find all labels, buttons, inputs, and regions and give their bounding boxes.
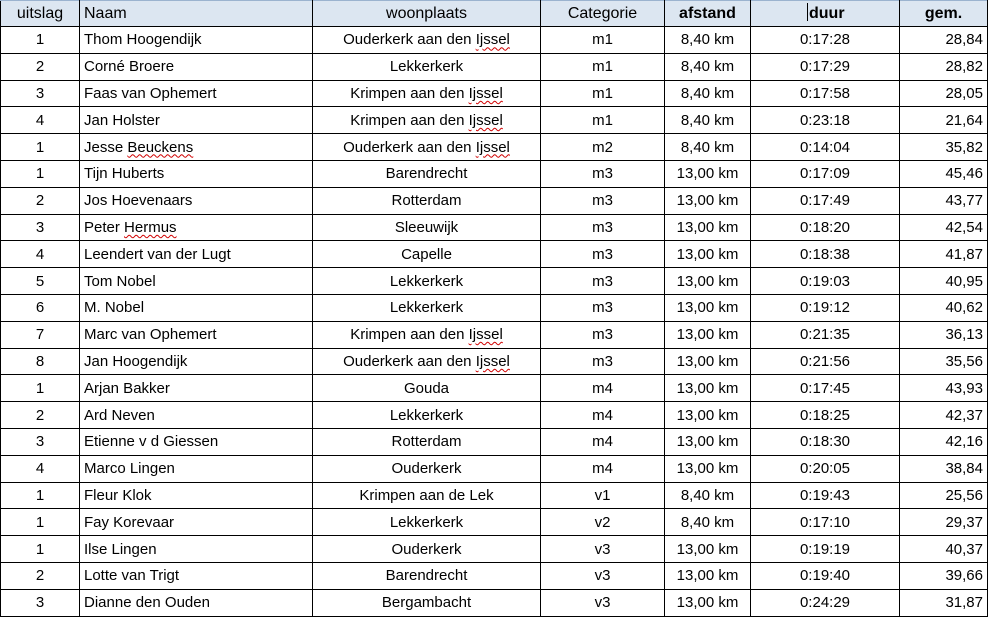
cell-duur[interactable]: 0:17:28 bbox=[751, 27, 900, 54]
table-row bbox=[1, 321, 988, 348]
cell-categorie[interactable]: m4 bbox=[541, 375, 665, 402]
cell-categorie[interactable]: m1 bbox=[541, 53, 665, 80]
cell-naam[interactable] bbox=[80, 80, 313, 107]
table-row bbox=[1, 27, 988, 54]
cell-woonplaats[interactable] bbox=[313, 80, 541, 107]
cell-gem[interactable]: 21,64 bbox=[900, 107, 988, 134]
table-row bbox=[1, 80, 988, 107]
cell-afstand[interactable]: 8,40 km bbox=[665, 27, 751, 54]
cell-uitslag[interactable]: 2 bbox=[1, 53, 80, 80]
naam-text: Dianne den Ouden bbox=[84, 594, 210, 612]
cell-woonplaats[interactable] bbox=[313, 268, 541, 295]
cell-afstand[interactable]: 13,00 km bbox=[665, 536, 751, 563]
woonplaats-text: Ouderkerk bbox=[391, 460, 462, 478]
cell-gem[interactable]: 42,54 bbox=[900, 214, 988, 241]
cell-afstand[interactable]: 13,00 km bbox=[665, 402, 751, 429]
header-woonplaats[interactable]: woonplaats bbox=[313, 1, 541, 27]
cell-categorie[interactable]: m4 bbox=[541, 428, 665, 455]
cell-categorie[interactable]: m4 bbox=[541, 402, 665, 429]
cell-uitslag[interactable]: 1 bbox=[1, 375, 80, 402]
woonplaats-text: Lekkerkerk bbox=[389, 406, 464, 424]
cell-afstand[interactable]: 13,00 km bbox=[665, 160, 751, 187]
table-row bbox=[1, 241, 988, 268]
cell-uitslag[interactable]: 1 bbox=[1, 134, 80, 161]
cell-naam[interactable] bbox=[80, 294, 313, 321]
cell-uitslag[interactable]: 2 bbox=[1, 562, 80, 589]
cell-afstand[interactable]: 8,40 km bbox=[665, 134, 751, 161]
header-gem[interactable]: gem. bbox=[900, 1, 988, 27]
cell-gem[interactable]: 35,82 bbox=[900, 134, 988, 161]
cell-uitslag[interactable]: 2 bbox=[1, 402, 80, 429]
cell-duur[interactable]: 0:21:35 bbox=[751, 321, 900, 348]
woonplaats-flagged-word: Ijssel bbox=[475, 352, 510, 370]
cell-duur[interactable]: 0:17:09 bbox=[751, 160, 900, 187]
woonplaats-text: Lekkerkerk bbox=[389, 299, 464, 317]
woonplaats-text: Krimpen aan den bbox=[350, 326, 469, 344]
cell-afstand[interactable]: 13,00 km bbox=[665, 214, 751, 241]
header-afstand[interactable]: afstand bbox=[665, 1, 751, 27]
cell-categorie[interactable]: m3 bbox=[541, 294, 665, 321]
woonplaats-text: Capelle bbox=[401, 245, 452, 263]
cell-naam[interactable] bbox=[80, 455, 313, 482]
naam-text: Fleur Klok bbox=[84, 486, 152, 504]
cell-naam[interactable] bbox=[80, 160, 313, 187]
cell-uitslag[interactable]: 1 bbox=[1, 482, 80, 509]
cell-woonplaats[interactable] bbox=[313, 536, 541, 563]
table-row bbox=[1, 53, 988, 80]
cell-woonplaats[interactable] bbox=[313, 294, 541, 321]
naam-text: Marc van Ophemert bbox=[84, 326, 217, 344]
cell-woonplaats[interactable] bbox=[313, 482, 541, 509]
cell-gem[interactable]: 40,62 bbox=[900, 294, 988, 321]
naam-text: Tijn Huberts bbox=[84, 165, 165, 183]
woonplaats-text: Rotterdam bbox=[391, 433, 462, 451]
cell-naam[interactable] bbox=[80, 214, 313, 241]
cell-gem[interactable]: 42,37 bbox=[900, 402, 988, 429]
woonplaats-text: Barendrecht bbox=[385, 165, 468, 183]
cell-gem[interactable]: 39,66 bbox=[900, 562, 988, 589]
cell-woonplaats[interactable] bbox=[313, 428, 541, 455]
spellcheck-flagged-word: Hermus bbox=[124, 218, 177, 236]
cell-gem[interactable]: 43,93 bbox=[900, 375, 988, 402]
cell-woonplaats[interactable] bbox=[313, 402, 541, 429]
cell-categorie[interactable]: v3 bbox=[541, 562, 665, 589]
cell-uitslag[interactable]: 7 bbox=[1, 321, 80, 348]
naam-text: Arjan Bakker bbox=[84, 379, 170, 397]
cell-naam[interactable] bbox=[80, 27, 313, 54]
table-row bbox=[1, 589, 988, 616]
woonplaats-text: Barendrecht bbox=[385, 567, 468, 585]
cell-categorie[interactable]: m2 bbox=[541, 134, 665, 161]
cell-categorie[interactable]: m1 bbox=[541, 107, 665, 134]
cell-naam[interactable] bbox=[80, 187, 313, 214]
table-row bbox=[1, 187, 988, 214]
cell-categorie[interactable]: m1 bbox=[541, 27, 665, 54]
cell-afstand[interactable]: 13,00 km bbox=[665, 187, 751, 214]
table-row bbox=[1, 455, 988, 482]
cell-uitslag[interactable]: 5 bbox=[1, 268, 80, 295]
cell-gem[interactable]: 35,56 bbox=[900, 348, 988, 375]
cell-uitslag[interactable]: 3 bbox=[1, 428, 80, 455]
naam-text: M. Nobel bbox=[84, 299, 145, 317]
woonplaats-text: Ouderkerk aan den bbox=[343, 352, 476, 370]
cell-woonplaats[interactable] bbox=[313, 134, 541, 161]
cell-naam[interactable] bbox=[80, 562, 313, 589]
cell-naam[interactable] bbox=[80, 321, 313, 348]
naam-text: Faas van Ophemert bbox=[84, 84, 217, 102]
cell-uitslag[interactable]: 1 bbox=[1, 509, 80, 536]
cell-categorie[interactable]: v3 bbox=[541, 589, 665, 616]
table-row bbox=[1, 268, 988, 295]
cell-afstand[interactable]: 13,00 km bbox=[665, 268, 751, 295]
cell-uitslag[interactable]: 1 bbox=[1, 160, 80, 187]
cell-woonplaats[interactable] bbox=[313, 27, 541, 54]
cell-gem[interactable]: 40,37 bbox=[900, 536, 988, 563]
cell-naam[interactable] bbox=[80, 428, 313, 455]
cell-naam[interactable] bbox=[80, 134, 313, 161]
woonplaats-flagged-word: Ijssel bbox=[475, 138, 510, 156]
cell-uitslag[interactable]: 3 bbox=[1, 214, 80, 241]
cell-categorie[interactable]: v2 bbox=[541, 509, 665, 536]
cell-duur[interactable]: 0:18:38 bbox=[751, 241, 900, 268]
cell-woonplaats[interactable] bbox=[313, 321, 541, 348]
cell-afstand[interactable]: 13,00 km bbox=[665, 321, 751, 348]
cell-woonplaats[interactable] bbox=[313, 53, 541, 80]
cell-afstand[interactable]: 13,00 km bbox=[665, 241, 751, 268]
cell-uitslag[interactable]: 3 bbox=[1, 589, 80, 616]
cell-uitslag[interactable]: 4 bbox=[1, 241, 80, 268]
cell-naam[interactable] bbox=[80, 509, 313, 536]
table-row bbox=[1, 134, 988, 161]
cell-gem[interactable]: 31,87 bbox=[900, 589, 988, 616]
cell-categorie[interactable]: v1 bbox=[541, 482, 665, 509]
naam-text: Ard Neven bbox=[84, 406, 155, 424]
cell-duur[interactable]: 0:18:25 bbox=[751, 402, 900, 429]
cell-afstand[interactable]: 8,40 km bbox=[665, 53, 751, 80]
table-row bbox=[1, 160, 988, 187]
woonplaats-flagged-word: Ijssel bbox=[475, 31, 510, 49]
woonplaats-text: Lekkerkerk bbox=[389, 513, 464, 531]
cell-duur[interactable]: 0:20:05 bbox=[751, 455, 900, 482]
woonplaats-text: Ouderkerk aan den bbox=[343, 138, 476, 156]
cell-categorie[interactable]: m3 bbox=[541, 241, 665, 268]
naam-text: Corné Broere bbox=[84, 58, 175, 76]
cell-uitslag[interactable]: 3 bbox=[1, 80, 80, 107]
cell-afstand[interactable]: 13,00 km bbox=[665, 348, 751, 375]
cell-uitslag[interactable]: 1 bbox=[1, 536, 80, 563]
naam-text: Peter Hermus bbox=[84, 218, 177, 236]
woonplaats-flagged-word: Ijssel bbox=[468, 111, 503, 129]
cell-categorie[interactable]: m3 bbox=[541, 268, 665, 295]
cell-afstand[interactable]: 8,40 km bbox=[665, 482, 751, 509]
table-row bbox=[1, 214, 988, 241]
cell-woonplaats[interactable] bbox=[313, 455, 541, 482]
cell-uitslag[interactable]: 4 bbox=[1, 455, 80, 482]
woonplaats-text: Ouderkerk aan den bbox=[343, 31, 476, 49]
cell-categorie[interactable]: v3 bbox=[541, 536, 665, 563]
cell-categorie[interactable]: m3 bbox=[541, 321, 665, 348]
header-row bbox=[1, 1, 988, 27]
naam-text: Jan Hoogendijk bbox=[84, 352, 188, 370]
table-row bbox=[1, 536, 988, 563]
cell-gem[interactable]: 43,77 bbox=[900, 187, 988, 214]
woonplaats-flagged-word: Ijssel bbox=[468, 326, 503, 344]
cell-woonplaats[interactable] bbox=[313, 214, 541, 241]
cell-uitslag[interactable]: 8 bbox=[1, 348, 80, 375]
header-duur-label: duur bbox=[809, 5, 845, 22]
table-row bbox=[1, 348, 988, 375]
naam-text: Thom Hoogendijk bbox=[84, 31, 202, 49]
cell-naam[interactable] bbox=[80, 402, 313, 429]
cell-afstand[interactable]: 8,40 km bbox=[665, 509, 751, 536]
cell-naam[interactable] bbox=[80, 348, 313, 375]
cell-categorie[interactable]: m3 bbox=[541, 160, 665, 187]
naam-text: Jesse Beuckens bbox=[84, 138, 194, 156]
naam-text: Marco Lingen bbox=[84, 460, 175, 478]
cell-duur[interactable]: 0:17:58 bbox=[751, 80, 900, 107]
cell-duur[interactable]: 0:17:29 bbox=[751, 53, 900, 80]
text-cursor bbox=[807, 3, 808, 21]
cell-gem[interactable]: 45,46 bbox=[900, 160, 988, 187]
cell-naam[interactable] bbox=[80, 107, 313, 134]
cell-naam[interactable] bbox=[80, 482, 313, 509]
naam-text: Jos Hoevenaars bbox=[84, 192, 193, 210]
naam-text: Leendert van der Lugt bbox=[84, 245, 231, 263]
cell-gem[interactable]: 29,37 bbox=[900, 509, 988, 536]
naam-text: Lotte van Trigt bbox=[84, 567, 180, 585]
cell-woonplaats[interactable] bbox=[313, 589, 541, 616]
cell-naam[interactable] bbox=[80, 53, 313, 80]
cell-duur[interactable]: 0:21:56 bbox=[751, 348, 900, 375]
cell-afstand[interactable]: 13,00 km bbox=[665, 294, 751, 321]
table-row bbox=[1, 402, 988, 429]
cell-duur[interactable]: 0:19:43 bbox=[751, 482, 900, 509]
woonplaats-text: Lekkerkerk bbox=[389, 272, 464, 290]
cell-naam[interactable] bbox=[80, 241, 313, 268]
cell-woonplaats[interactable] bbox=[313, 509, 541, 536]
cell-duur[interactable]: 0:19:40 bbox=[751, 562, 900, 589]
cell-afstand[interactable]: 13,00 km bbox=[665, 562, 751, 589]
cell-duur[interactable]: 0:19:03 bbox=[751, 268, 900, 295]
cell-afstand[interactable]: 8,40 km bbox=[665, 107, 751, 134]
cell-gem[interactable]: 38,84 bbox=[900, 455, 988, 482]
header-categorie[interactable]: Categorie bbox=[541, 1, 665, 27]
cell-uitslag[interactable]: 4 bbox=[1, 107, 80, 134]
cell-afstand[interactable]: 13,00 km bbox=[665, 589, 751, 616]
header-uitslag[interactable]: uitslag bbox=[1, 1, 80, 27]
woonplaats-text: Sleeuwijk bbox=[394, 218, 459, 236]
cell-naam[interactable] bbox=[80, 268, 313, 295]
cell-woonplaats[interactable] bbox=[313, 562, 541, 589]
woonplaats-text: Krimpen aan de Lek bbox=[359, 486, 494, 504]
header-naam[interactable]: Naam bbox=[80, 1, 313, 27]
woonplaats-text: Krimpen aan den bbox=[350, 84, 469, 102]
woonplaats-text: Rotterdam bbox=[391, 192, 462, 210]
cell-duur[interactable]: 0:18:30 bbox=[751, 428, 900, 455]
cell-categorie[interactable]: m1 bbox=[541, 80, 665, 107]
cell-woonplaats[interactable] bbox=[313, 187, 541, 214]
cell-gem[interactable]: 28,82 bbox=[900, 53, 988, 80]
cell-gem[interactable]: 42,16 bbox=[900, 428, 988, 455]
cell-duur[interactable]: 0:18:20 bbox=[751, 214, 900, 241]
naam-text: Tom Nobel bbox=[84, 272, 156, 290]
cell-naam[interactable] bbox=[80, 536, 313, 563]
spellcheck-flagged-word: Beuckens bbox=[127, 138, 194, 156]
table-row bbox=[1, 562, 988, 589]
cell-duur[interactable]: 0:17:45 bbox=[751, 375, 900, 402]
cell-categorie[interactable]: m3 bbox=[541, 187, 665, 214]
woonplaats-text: Gouda bbox=[403, 379, 450, 397]
naam-text: Jan Holster bbox=[84, 111, 160, 129]
table-row bbox=[1, 428, 988, 455]
woonplaats-text: Krimpen aan den bbox=[350, 111, 469, 129]
cell-woonplaats[interactable] bbox=[313, 375, 541, 402]
cell-gem[interactable]: 40,95 bbox=[900, 268, 988, 295]
cell-gem[interactable]: 36,13 bbox=[900, 321, 988, 348]
cell-gem[interactable]: 25,56 bbox=[900, 482, 988, 509]
cell-woonplaats[interactable] bbox=[313, 107, 541, 134]
cell-gem[interactable]: 28,84 bbox=[900, 27, 988, 54]
cell-gem[interactable]: 28,05 bbox=[900, 80, 988, 107]
table-row bbox=[1, 107, 988, 134]
cell-woonplaats[interactable] bbox=[313, 160, 541, 187]
naam-text: Fay Korevaar bbox=[84, 513, 175, 531]
cell-woonplaats[interactable] bbox=[313, 241, 541, 268]
naam-text: Etienne v d Giessen bbox=[84, 433, 219, 451]
table-row bbox=[1, 294, 988, 321]
woonplaats-text: Bergambacht bbox=[381, 594, 472, 612]
cell-categorie[interactable]: m4 bbox=[541, 455, 665, 482]
cell-uitslag[interactable]: 1 bbox=[1, 27, 80, 54]
table-row bbox=[1, 482, 988, 509]
cell-naam[interactable] bbox=[80, 375, 313, 402]
woonplaats-text: Lekkerkerk bbox=[389, 58, 464, 76]
table-row bbox=[1, 375, 988, 402]
cell-duur[interactable]: 0:14:04 bbox=[751, 134, 900, 161]
cell-afstand[interactable]: 8,40 km bbox=[665, 80, 751, 107]
cell-afstand[interactable]: 13,00 km bbox=[665, 455, 751, 482]
cell-woonplaats[interactable] bbox=[313, 348, 541, 375]
cell-duur[interactable]: 0:17:10 bbox=[751, 509, 900, 536]
naam-text: Ilse Lingen bbox=[84, 540, 157, 558]
cell-naam[interactable] bbox=[80, 589, 313, 616]
cell-duur[interactable]: 0:23:18 bbox=[751, 107, 900, 134]
cell-duur[interactable]: 0:17:49 bbox=[751, 187, 900, 214]
cell-duur[interactable]: 0:24:29 bbox=[751, 589, 900, 616]
cell-uitslag[interactable]: 6 bbox=[1, 294, 80, 321]
results-body bbox=[1, 27, 988, 617]
table-row bbox=[1, 509, 988, 536]
cell-gem[interactable]: 41,87 bbox=[900, 241, 988, 268]
cell-duur[interactable]: 0:19:19 bbox=[751, 536, 900, 563]
cell-categorie[interactable]: m3 bbox=[541, 348, 665, 375]
cell-afstand[interactable]: 13,00 km bbox=[665, 428, 751, 455]
woonplaats-flagged-word: Ijssel bbox=[468, 84, 503, 102]
cell-categorie[interactable]: m3 bbox=[541, 214, 665, 241]
cell-afstand[interactable]: 13,00 km bbox=[665, 375, 751, 402]
woonplaats-text: Ouderkerk bbox=[391, 540, 462, 558]
cell-duur[interactable]: 0:19:12 bbox=[751, 294, 900, 321]
header-duur[interactable] bbox=[751, 1, 900, 27]
cell-uitslag[interactable]: 2 bbox=[1, 187, 80, 214]
